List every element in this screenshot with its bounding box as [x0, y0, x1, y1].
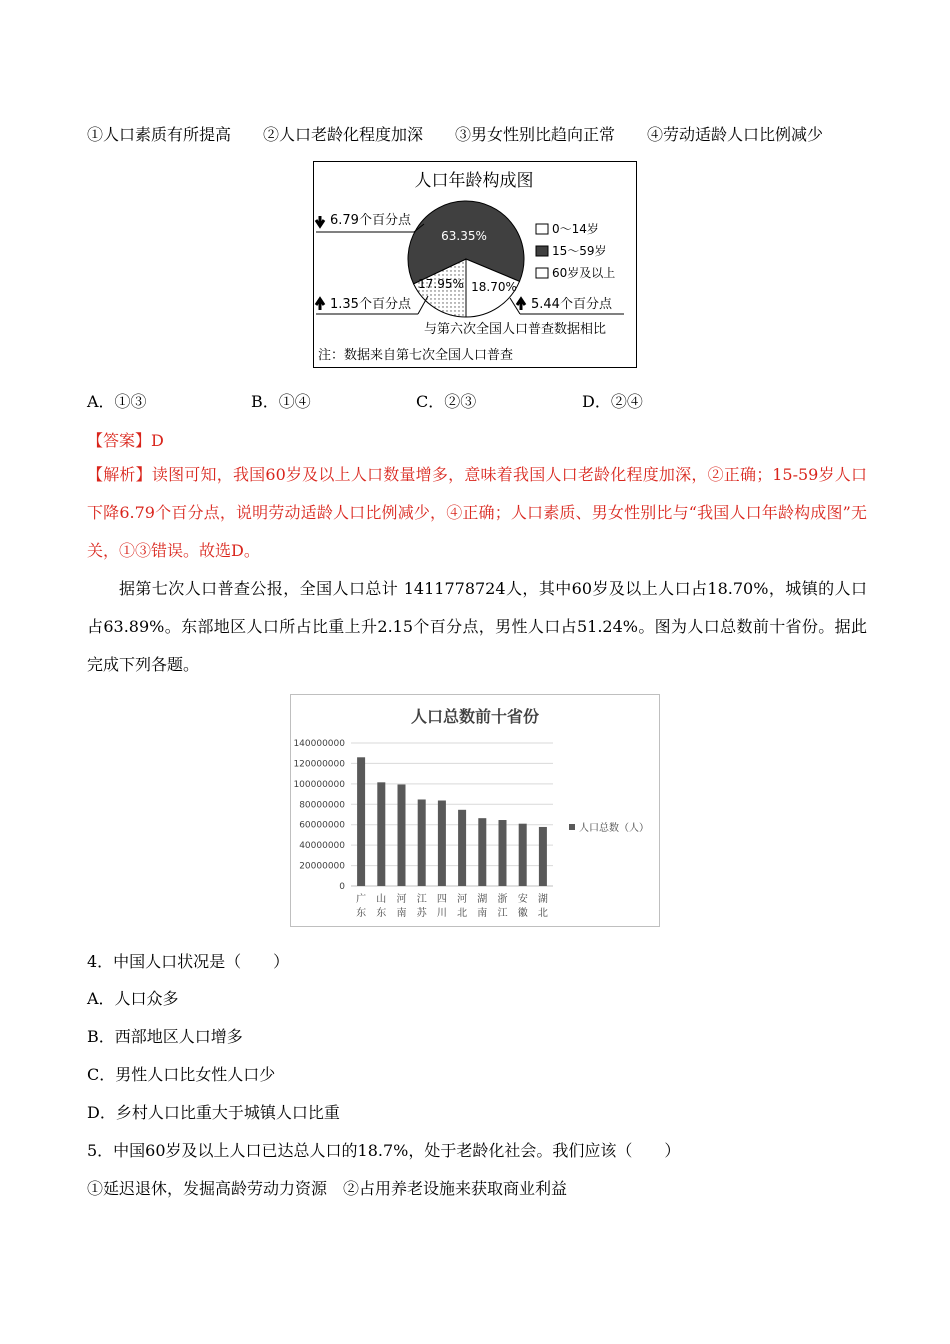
arrow-down-icon	[316, 216, 324, 226]
answer-value: D	[151, 431, 164, 450]
option-d: D．②④	[582, 392, 643, 411]
pie-title: 人口年龄构成图	[414, 171, 534, 191]
q4-option-d: D．乡村人口比重大于城镇人口比重	[87, 1103, 340, 1122]
q4-option-b: B．西部地区人口增多	[87, 1027, 243, 1046]
x-tick-label: 山	[376, 894, 387, 905]
y-tick-label: 140000000	[293, 739, 345, 749]
working-change: 6.79个百分点	[330, 213, 411, 228]
bar-title: 人口总数前十省份	[410, 707, 540, 726]
x-tick-label: 东	[356, 908, 367, 919]
pie-label-working: 63.35%	[441, 229, 487, 243]
y-tick-label: 60000000	[299, 820, 345, 831]
x-tick-label: 东	[376, 908, 387, 919]
bar-figure	[290, 694, 660, 927]
young-change: 1.35个百分点	[330, 297, 411, 312]
y-tick-label: 20000000	[299, 861, 345, 872]
legend-swatch-working	[536, 246, 548, 256]
x-tick-label: 河	[396, 894, 407, 905]
x-tick-label: 北	[537, 908, 548, 919]
legend-old: 60岁及以上	[552, 266, 616, 280]
legend-young: 0～14岁	[552, 222, 599, 236]
option-c: C．②③	[416, 392, 477, 411]
pie-label-old: 18.70%	[471, 280, 517, 294]
bar-3	[418, 799, 426, 886]
pie-label-young: 17.95%	[418, 277, 464, 291]
x-tick-label: 苏	[416, 908, 427, 919]
x-tick-label: 广	[356, 894, 367, 905]
bar-2	[398, 784, 406, 886]
bar-legend: 人口总数（人）	[579, 823, 649, 834]
x-tick-label: 浙	[497, 894, 508, 905]
bar-0	[357, 757, 365, 886]
answer	[87, 428, 164, 451]
pie-chart	[314, 162, 635, 366]
bar-9	[539, 827, 547, 886]
bar-4	[438, 801, 446, 886]
old-change: 5.44个百分点	[531, 297, 612, 312]
source-note: 注：数据来自第七次全国人口普查	[318, 348, 514, 363]
x-tick-label: 江	[497, 908, 508, 919]
arrow-up-icon	[316, 299, 324, 310]
x-tick-label: 南	[477, 908, 488, 919]
pie-figure	[313, 161, 637, 368]
x-tick-label: 湖	[537, 894, 548, 905]
bar-1	[377, 782, 385, 886]
y-tick-label: 80000000	[299, 800, 345, 811]
bar-6	[478, 818, 486, 886]
y-tick-label: 0	[339, 882, 345, 892]
bar-8	[519, 824, 527, 886]
q5-statements: ①延迟退休，发掘高龄劳动力资源 ②占用养老设施来获取商业利益	[87, 1179, 568, 1198]
y-tick-label: 100000000	[293, 779, 345, 790]
compare-note: 与第六次全国人口普查数据相比	[424, 322, 607, 337]
q4-stem: 4．中国人口状况是（ ）	[87, 952, 290, 971]
x-tick-label: 北	[457, 908, 468, 919]
passage: 据第七次人口普查公报，全国人口总计 1411778724人，其中60岁及以上人口占18.70%，城镇的人口占63.89%。东部地区人口所占比重上升2.15个百分点，男性人口占51.24%。图为人口总数前十省份。据此完成下列各题。	[87, 579, 867, 674]
x-tick-label: 南	[396, 908, 407, 919]
y-tick-label: 120000000	[293, 759, 345, 770]
q4-option-a: A．人口众多	[87, 989, 179, 1008]
answer-label: 【答案】	[87, 431, 152, 450]
analysis-label: 【解析】	[87, 465, 152, 484]
analysis	[87, 456, 867, 570]
legend-swatch-old	[536, 268, 548, 278]
bar-7	[499, 820, 507, 886]
x-tick-label: 徽	[517, 908, 528, 919]
x-tick-label: 安	[517, 894, 528, 905]
bar-chart	[291, 695, 659, 926]
legend-swatch	[569, 824, 575, 830]
q4-option-c: C．男性人口比女性人口少	[87, 1065, 276, 1084]
x-tick-label: 四	[436, 894, 447, 905]
x-tick-label: 湖	[477, 894, 488, 905]
x-tick-label: 河	[457, 894, 468, 905]
bar-5	[458, 810, 466, 886]
arrow-up-icon	[517, 299, 525, 310]
x-tick-label: 川	[436, 908, 447, 919]
legend-working: 15～59岁	[552, 244, 607, 258]
analysis-text: 读图可知，我国60岁及以上人口数量增多，意味着我国人口老龄化程度加深，②正确；15-59岁人口下降6.79个百分点，说明劳动适龄人口比例减少，④正确；人口素质、男女性别比与“我国人口年龄构成图”无关，①③错误。故选D。	[87, 465, 867, 560]
option-b: B．①④	[251, 392, 311, 411]
x-tick-label: 江	[416, 894, 427, 905]
q3-statements: ①人口素质有所提高 ②人口老龄化程度加深 ③男女性别比趋向正常 ④劳动适龄人口比例减少	[87, 125, 824, 144]
legend-swatch-young	[536, 224, 548, 234]
y-tick-label: 40000000	[299, 841, 345, 852]
option-a: A．①③	[87, 392, 147, 411]
q5-stem: 5．中国60岁及以上人口已达总人口的18.7%，处于老龄化社会。我们应该（ ）	[87, 1141, 681, 1160]
